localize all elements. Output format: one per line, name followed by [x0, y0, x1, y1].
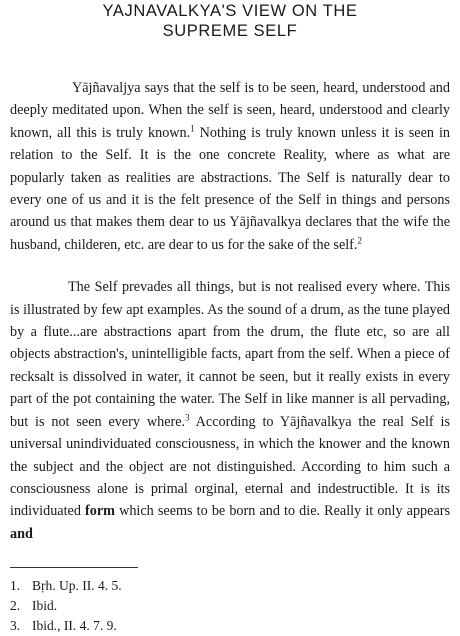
footnote-text: Ibid.: [32, 598, 58, 614]
chapter-title-line-2: SUPREME SELF: [162, 22, 298, 40]
footnotes-list: [10, 576, 450, 636]
paragraph-1-text-a: Yājñavaljya says that the self is to be seen, heard, understood and deeply meditated upon. When the self is seen, heard, understood and clearly known, all this is truly known.: [10, 80, 450, 141]
paragraph-2-bold-word-and: and: [10, 525, 33, 542]
footnote-item: [10, 576, 450, 596]
footnote-ref-2: 2: [357, 235, 362, 246]
footnote-ref-3: 3: [185, 411, 190, 422]
paragraph-2: [10, 276, 450, 545]
paragraph-1: [10, 77, 450, 256]
paragraph-2-bold-word-form: form: [85, 503, 115, 520]
footnote-number: 3.: [10, 618, 21, 634]
paragraph-1-text-b: Nothing is truly known unless it is seen in relation to the Self. It is the one concrete Reality, where as what are popularly taken as realities are abstractions. The Self is naturally dear to every one of us and it is the felt presence of the Self in things and persons around us that makes them dear to us Yājñavalkya declares that the wife the husband, childeren, etc. are dear to us for the sake of the self.: [10, 124, 450, 253]
footnote-number: 2.: [10, 598, 21, 614]
paragraph-2-text-c: which seems to be born and to die. Really it only appears: [114, 503, 450, 520]
footnote-text: Bṛh. Up. II. 4. 5.: [32, 578, 122, 594]
footnote-number: 1.: [10, 578, 21, 594]
chapter-title: [10, 0, 450, 41]
paragraph-2-text-a: The Self prevades all things, but is not realised every where. This is illustrated by few apt examples. As the sound of a drum, as the tune played by a flute...are abstractions apart from the drum, the flute etc, so are all objects abstraction's, unintelligible facts, apart from the self. When a piece of recksalt is dissolved in water, it cannot be seen, but it really exists in every part of the pot containing the water. The Self in like manner is all pervading, but is not seen every where.: [10, 279, 450, 430]
footnote-text: Ibid., II. 4. 7. 9.: [32, 618, 117, 634]
footnote-ref-1: 1: [190, 123, 195, 134]
chapter-title-line-1: YAJNAVALKYA'S VIEW ON THE: [102, 2, 358, 20]
footnote-divider: [10, 567, 138, 568]
paragraph-2-text-b: According to Yājñavalkya the real Self is universal unindividuated consciousness, in which the knower and the known the subject and the object are not distinguished. According to him such a consciousness alone is primal orginal, eternal and indestructible. It is its individuated: [10, 413, 450, 520]
footnote-item: [10, 596, 450, 616]
footnote-item: [10, 616, 450, 636]
